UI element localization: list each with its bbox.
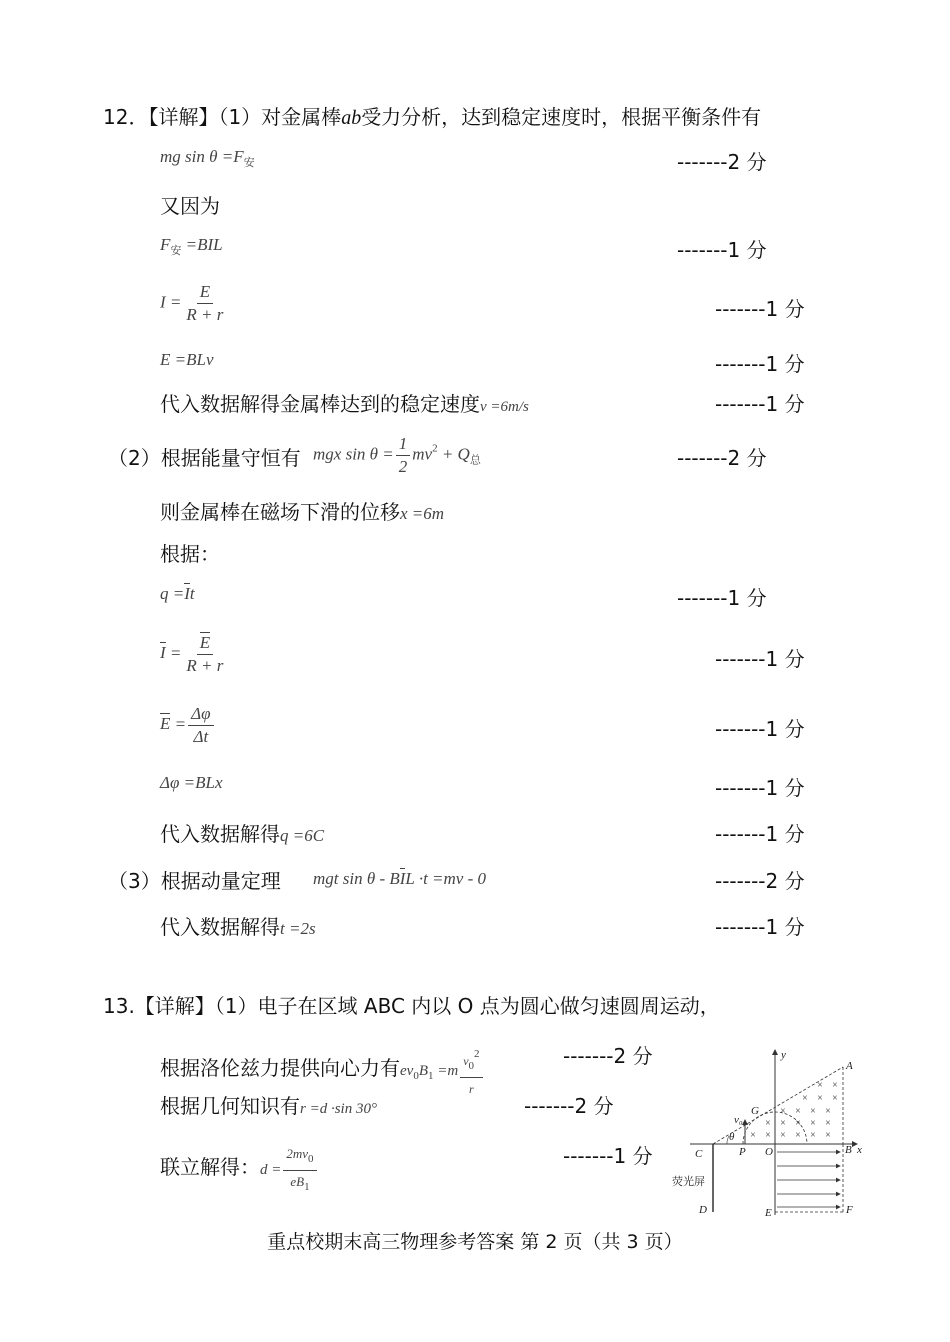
- svg-text:×: ×: [810, 1118, 816, 1129]
- q12-eq7: E = $\frac{\Delta\varphi}{\Delta t}$: [160, 703, 216, 748]
- svg-text:×: ×: [810, 1106, 816, 1117]
- q12-eq2: $F_安 =BIL$: [160, 235, 223, 257]
- label-y: y: [781, 1049, 786, 1061]
- q12-intro: 12．【详解】（1）对金属棒ab受力分析，达到稳定速度时，根据平衡条件有: [103, 105, 762, 129]
- q13-score-1: -------2 分: [563, 1044, 653, 1068]
- q12-score-13: -------1 分: [715, 915, 805, 939]
- svg-text:×: ×: [832, 1080, 838, 1091]
- svg-text:×: ×: [795, 1118, 801, 1129]
- q12-displacement: 则金属棒在磁场下滑的位移x =6m: [160, 500, 445, 524]
- magnetic-field-crosses: [750, 1080, 838, 1141]
- q13-intro: 13.【详解】（1）电子在区域 ABC 内以 O 点为圆心做匀速圆周运动，: [103, 994, 720, 1018]
- svg-text:×: ×: [832, 1093, 838, 1104]
- page-footer: 重点校期末高三物理参考答案 第 2 页（共 3 页）: [267, 1231, 683, 1253]
- q12-score-9: -------1 分: [715, 717, 805, 741]
- svg-text:×: ×: [825, 1118, 831, 1129]
- svg-text:×: ×: [750, 1130, 756, 1141]
- q12-score-12: -------2 分: [715, 869, 805, 893]
- label-screen: 荧光屏: [672, 1175, 705, 1188]
- q12-eq6: I = $\frac{E}{R + r}$: [160, 633, 224, 675]
- q12-eq5: q =It: [160, 584, 195, 603]
- q12-score-6: -------2 分: [677, 446, 767, 470]
- label-C: C: [695, 1148, 703, 1160]
- svg-text:×: ×: [780, 1118, 786, 1129]
- q12-score-8: -------1 分: [715, 647, 805, 671]
- svg-text:×: ×: [780, 1130, 786, 1141]
- svg-text:×: ×: [765, 1118, 771, 1129]
- q12-ab: ab: [341, 107, 362, 129]
- q13-line2: 根据几何知识有r =d ·sin 30°: [160, 1094, 377, 1118]
- q12-score-7: -------1 分: [677, 586, 767, 610]
- svg-text:×: ×: [825, 1130, 831, 1141]
- label-D: D: [699, 1204, 707, 1216]
- label-v0: v₀: [734, 1114, 743, 1126]
- label-E: E: [765, 1207, 772, 1219]
- q12-score-11: -------1 分: [715, 822, 805, 846]
- q12-score-2: -------1 分: [677, 238, 767, 262]
- q12-basis: 根据：: [160, 542, 220, 566]
- q12-sub2: 代入数据解得q =6C: [160, 822, 325, 846]
- label-G: G: [751, 1105, 759, 1117]
- label-F: F: [846, 1204, 853, 1216]
- field-arrows: [777, 1152, 840, 1207]
- q12-score-5: -------1 分: [715, 392, 805, 416]
- q12-eq8: Δφ =BLx: [160, 773, 223, 792]
- q12-score-3: -------1 分: [715, 297, 805, 321]
- svg-text:×: ×: [825, 1106, 831, 1117]
- svg-text:×: ×: [795, 1130, 801, 1141]
- q12-part2: （2）根据能量守恒有: [108, 446, 301, 470]
- svg-text:×: ×: [795, 1106, 801, 1117]
- svg-text:×: ×: [810, 1130, 816, 1141]
- svg-text:×: ×: [780, 1106, 786, 1117]
- svg-text:×: ×: [817, 1080, 823, 1091]
- q12-p3-eq: mgt sin θ - BIL ·t =mv - 0: [313, 869, 486, 888]
- svg-text:×: ×: [802, 1093, 808, 1104]
- q12-score-10: -------1 分: [715, 776, 805, 800]
- svg-text:×: ×: [765, 1130, 771, 1141]
- label-P: P: [739, 1146, 746, 1158]
- q12-part3: （3）根据动量定理: [108, 869, 281, 893]
- svg-text:×: ×: [817, 1093, 823, 1104]
- q12-eq1: mg $\sin \theta =F_安$: [160, 147, 255, 169]
- label-theta: θ: [729, 1131, 735, 1143]
- q12-p2-eq: mgx sin θ = $\frac{1}{2}$ $mv^2 + Q_总$: [313, 434, 481, 476]
- q12-also: 又因为: [160, 194, 220, 218]
- q13-score-3: -------1 分: [563, 1144, 653, 1168]
- q12-eq3: I = $\frac{E}{R + r}$: [160, 282, 224, 324]
- label-A: A: [846, 1060, 853, 1072]
- q12-sub3: 代入数据解得t =2s: [160, 915, 316, 939]
- q12-score-4: -------1 分: [715, 352, 805, 376]
- label-x: x: [857, 1144, 862, 1156]
- q12-sub1: 代入数据解得金属棒达到的稳定速度v =6m/s: [160, 392, 529, 416]
- q13-score-2: -------2 分: [524, 1094, 614, 1118]
- q13-figure: [665, 1040, 875, 1225]
- q13-line1: 根据洛伦兹力提供向心力有$ev_0B_1 =m$ $\frac{v02}{r}$: [160, 1043, 485, 1100]
- label-B: B: [845, 1144, 852, 1156]
- q12-eq4: E =BLv: [160, 350, 214, 369]
- q12-score-1: -------2 分: [677, 150, 767, 174]
- q13-line3: 联立解得：d = $\frac{2mv_0}{eB_1}$: [160, 1143, 319, 1198]
- label-O: O: [765, 1146, 773, 1158]
